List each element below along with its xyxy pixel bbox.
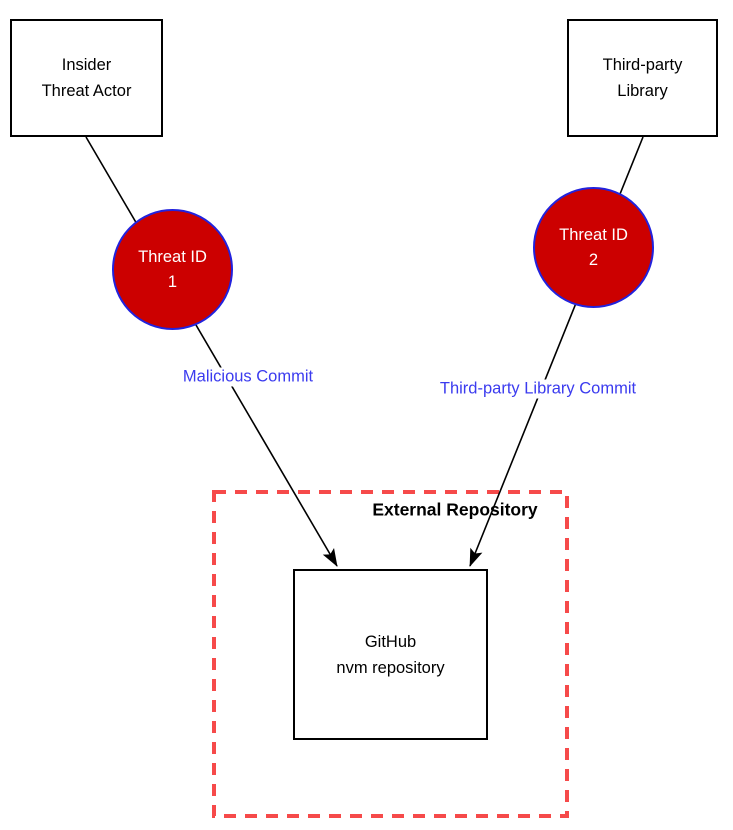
third-party-library-commit-edge-label: Third-party Library Commit: [439, 379, 637, 398]
third-party-library-node: [567, 19, 718, 137]
threat-id-2-label-line2: 2: [588, 250, 599, 269]
third-party-library-label-line2: Library: [617, 82, 668, 100]
insider-threat-actor-node: [10, 19, 163, 137]
threat-id-1-label-line2: 1: [167, 272, 178, 291]
github-nvm-repository-label-line1: GitHub: [364, 632, 417, 651]
github-nvm-repository-node: [293, 569, 488, 740]
threat-id-2-label-line1: Threat ID: [559, 225, 628, 244]
third-party-library-label-line1: Third-party: [602, 56, 683, 74]
threat-id-2-node: [533, 187, 654, 308]
malicious-commit-edge-label: Malicious Commit: [182, 367, 314, 386]
threat-id-1-label-line1: Threat ID: [138, 247, 207, 266]
malicious-commit-edge-arrow: [86, 137, 337, 566]
external-repository-label: External Repository: [372, 499, 538, 520]
insider-threat-actor-label-line1: Insider: [61, 56, 112, 74]
threat-id-1-node: [112, 209, 233, 330]
insider-threat-actor-label-line2: Threat Actor: [41, 82, 132, 100]
github-nvm-repository-label-line2: nvm repository: [336, 658, 445, 677]
